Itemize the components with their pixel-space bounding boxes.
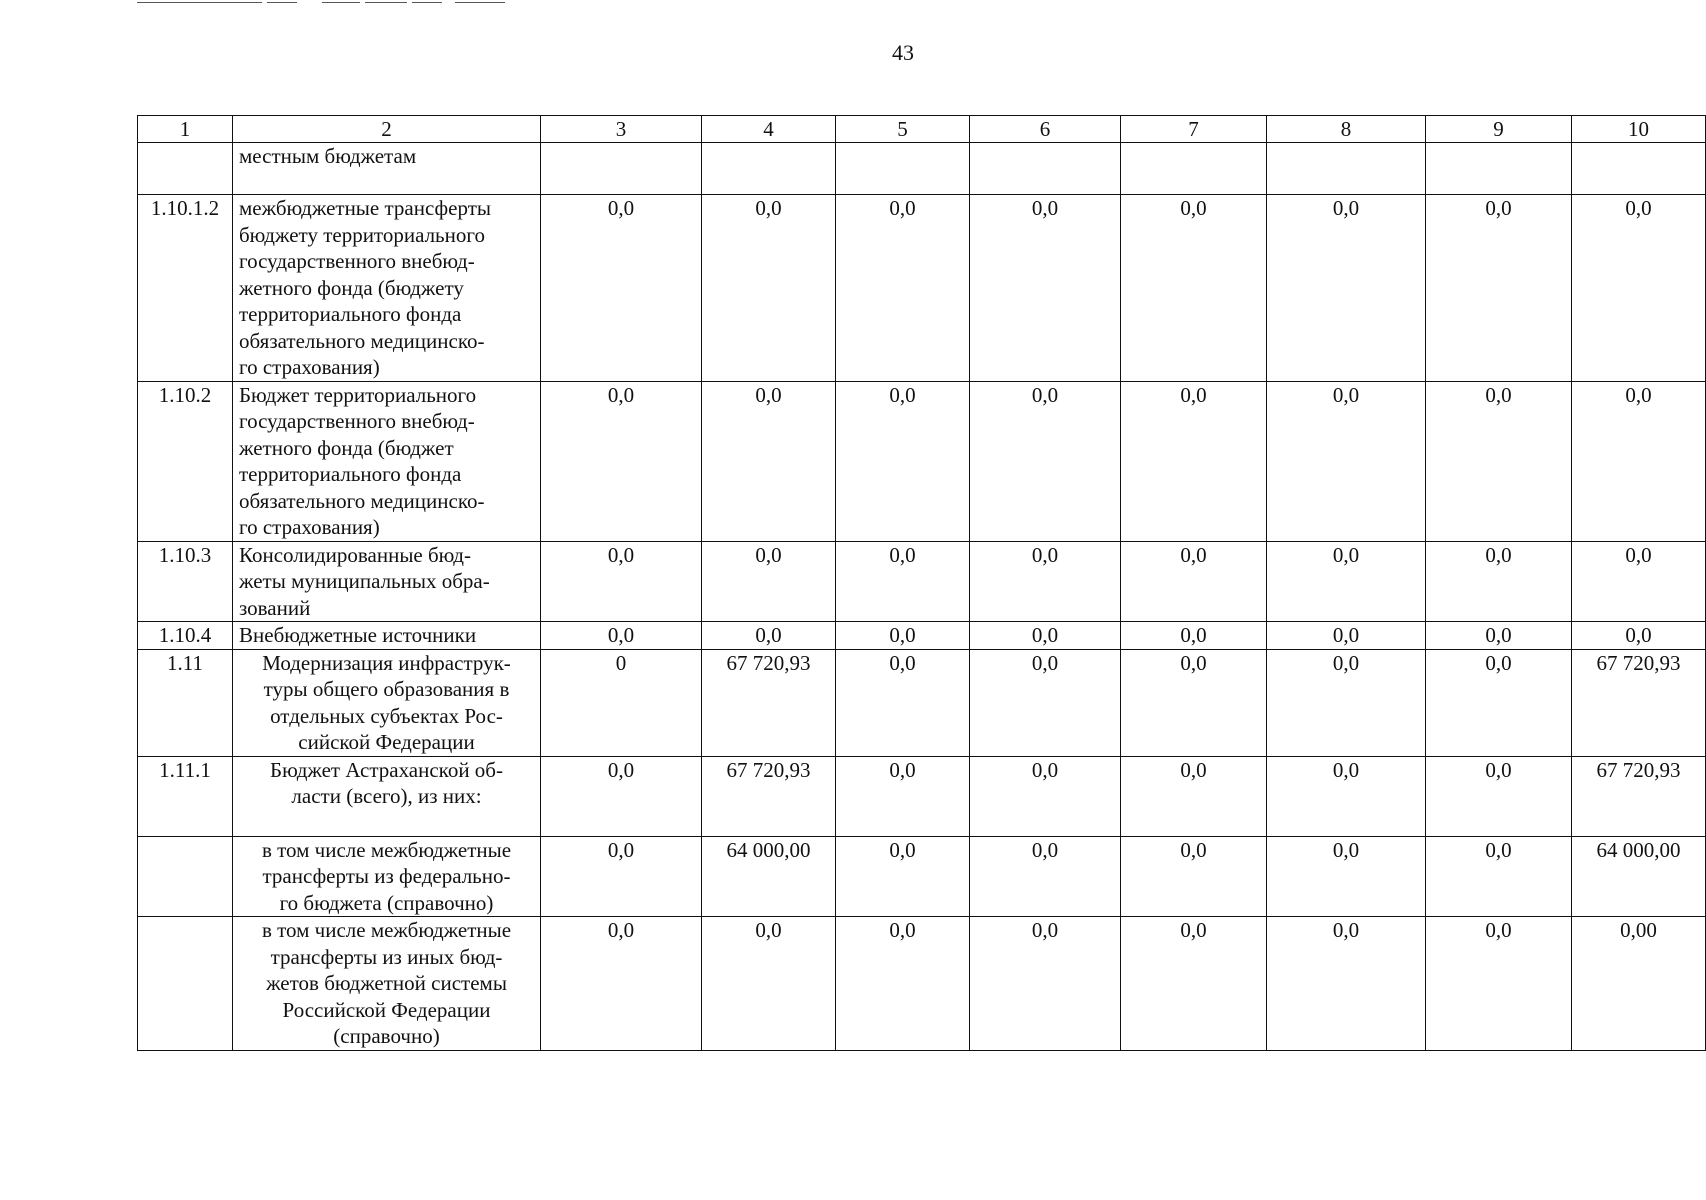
- row-code: 1.10.2: [138, 381, 233, 541]
- row-code: 1.11: [138, 649, 233, 756]
- top-rule: [267, 2, 297, 3]
- row-name-line: жетного фонда (бюджету: [239, 275, 464, 300]
- value-cell: 0,0: [1426, 541, 1572, 622]
- value-cell: 0,0: [836, 836, 970, 917]
- value-cell: 0,0: [1121, 195, 1267, 382]
- value-cell: [702, 143, 836, 195]
- column-header: 6: [970, 116, 1121, 143]
- row-name: [233, 195, 541, 382]
- value-cell: [836, 143, 970, 195]
- table-row: [138, 541, 1706, 622]
- row-name-line: обязательного медицинско-: [239, 328, 485, 353]
- row-name-line: ласти (всего), из них:: [291, 784, 482, 808]
- value-cell: 0,0: [541, 917, 702, 1051]
- value-cell: 0,0: [836, 756, 970, 836]
- value-cell: 0,0: [1426, 195, 1572, 382]
- row-name-line: туры общего образования в: [263, 677, 510, 701]
- top-rule: [137, 2, 262, 3]
- value-cell: 0,0: [836, 195, 970, 382]
- top-rule: [365, 2, 407, 3]
- value-cell: 0,0: [1267, 917, 1426, 1051]
- value-cell: 0,0: [970, 917, 1121, 1051]
- value-cell: 0,0: [541, 836, 702, 917]
- row-name-line: в том числе межбюджетные: [261, 918, 512, 942]
- value-cell: 0: [541, 649, 702, 756]
- value-cell: 0,0: [970, 541, 1121, 622]
- table-row: [138, 143, 1706, 195]
- row-name-line: го страхования): [239, 515, 380, 539]
- value-cell: 0,0: [836, 649, 970, 756]
- value-cell: 0,0: [970, 756, 1121, 836]
- value-cell: 0,0: [1121, 622, 1267, 650]
- row-code: 1.10.1.2: [138, 195, 233, 382]
- value-cell: 0,0: [1572, 622, 1706, 650]
- row-name-line: сийской Федерации: [298, 730, 475, 754]
- row-name-line: в том числе межбюджетные: [261, 837, 512, 862]
- value-cell: 0,0: [1121, 917, 1267, 1051]
- row-name: [233, 622, 541, 650]
- column-header: 1: [138, 116, 233, 143]
- value-cell: 0,0: [1426, 836, 1572, 917]
- top-rule: [412, 2, 442, 3]
- value-cell: 0,0: [1267, 622, 1426, 650]
- value-cell: 0,0: [702, 195, 836, 382]
- row-name: [233, 649, 541, 756]
- value-cell: 0,0: [702, 381, 836, 541]
- value-cell: [1267, 143, 1426, 195]
- table-header-row: [138, 116, 1706, 143]
- value-cell: 0,0: [702, 917, 836, 1051]
- top-rule: [455, 2, 505, 3]
- budget-table: [137, 115, 1706, 1051]
- value-cell: 0,0: [970, 381, 1121, 541]
- value-cell: [541, 143, 702, 195]
- value-cell: 0,0: [1267, 541, 1426, 622]
- row-name: [233, 541, 541, 622]
- row-code: 1.10.3: [138, 541, 233, 622]
- row-name: [233, 381, 541, 541]
- table-row: [138, 649, 1706, 756]
- row-name-line: Внебюджетные источники: [239, 623, 477, 647]
- row-name-line: Российской Федерации: [282, 997, 491, 1022]
- value-cell: 64 000,00: [1572, 836, 1706, 917]
- column-header: 3: [541, 116, 702, 143]
- value-cell: 0,0: [1572, 195, 1706, 382]
- row-code: [138, 917, 233, 1051]
- value-cell: 0,0: [1121, 649, 1267, 756]
- page-number: 43: [892, 40, 914, 65]
- row-name-line: Бюджет территориального: [239, 382, 477, 407]
- row-name-line: государственного внебюд-: [239, 249, 475, 273]
- table-row: [138, 836, 1706, 917]
- row-name: местным бюджетам: [233, 143, 541, 195]
- row-code: [138, 143, 233, 195]
- table-row: [138, 622, 1706, 650]
- row-code: [138, 836, 233, 917]
- value-cell: 0,0: [1426, 622, 1572, 650]
- row-name: [233, 836, 541, 917]
- value-cell: 0,0: [702, 541, 836, 622]
- value-cell: 0,0: [1121, 541, 1267, 622]
- row-name-line: Бюджет Астраханской об-: [270, 757, 503, 782]
- value-cell: 67 720,93: [1572, 649, 1706, 756]
- row-name-line: обязательного медицинско-: [239, 488, 485, 513]
- value-cell: [970, 143, 1121, 195]
- row-name-line: го страхования): [239, 355, 380, 379]
- row-name-line: жетов бюджетной системы: [266, 971, 507, 995]
- row-name: [233, 917, 541, 1051]
- value-cell: 0,0: [1121, 836, 1267, 917]
- value-cell: 0,00: [1572, 917, 1706, 1051]
- value-cell: 0,0: [541, 195, 702, 382]
- row-name-line: го бюджета (справочно): [279, 890, 494, 915]
- value-cell: 0,0: [836, 541, 970, 622]
- value-cell: 0,0: [836, 622, 970, 650]
- value-cell: 0,0: [970, 649, 1121, 756]
- row-name-line: трансферты из федерально-: [262, 864, 511, 888]
- value-cell: 0,0: [541, 622, 702, 650]
- value-cell: 0,0: [1572, 381, 1706, 541]
- row-name: [233, 756, 541, 836]
- table-row: [138, 195, 1706, 382]
- value-cell: 0,0: [1426, 381, 1572, 541]
- value-cell: 0,0: [836, 917, 970, 1051]
- row-name-line: Консолидированные бюд-: [239, 542, 471, 567]
- table-row: [138, 381, 1706, 541]
- value-cell: 0,0: [1572, 541, 1706, 622]
- column-header: 5: [836, 116, 970, 143]
- value-cell: 0,0: [970, 195, 1121, 382]
- column-header: 8: [1267, 116, 1426, 143]
- value-cell: 67 720,93: [702, 649, 836, 756]
- value-cell: 0,0: [1121, 381, 1267, 541]
- value-cell: 0,0: [541, 541, 702, 622]
- row-name-line: жеты муниципальных обра-: [239, 569, 490, 593]
- row-name-line: жетного фонда (бюджет: [239, 435, 454, 460]
- row-name-line: трансферты из иных бюд-: [270, 944, 503, 969]
- value-cell: [1572, 143, 1706, 195]
- value-cell: 0,0: [1426, 917, 1572, 1051]
- value-cell: 67 720,93: [1572, 756, 1706, 836]
- row-name-line: (справочно): [333, 1024, 440, 1048]
- row-name-line: зований: [239, 595, 311, 620]
- value-cell: 0,0: [970, 836, 1121, 917]
- value-cell: 0,0: [970, 622, 1121, 650]
- value-cell: 0,0: [1267, 381, 1426, 541]
- column-header: 9: [1426, 116, 1572, 143]
- value-cell: 67 720,93: [702, 756, 836, 836]
- value-cell: 0,0: [1267, 649, 1426, 756]
- value-cell: [1121, 143, 1267, 195]
- value-cell: 0,0: [1426, 649, 1572, 756]
- value-cell: 0,0: [1267, 756, 1426, 836]
- column-header: 4: [702, 116, 836, 143]
- value-cell: 0,0: [836, 381, 970, 541]
- column-header: 2: [233, 116, 541, 143]
- column-header: 10: [1572, 116, 1706, 143]
- row-name-line: территориального фонда: [239, 302, 462, 326]
- value-cell: 0,0: [541, 756, 702, 836]
- row-name-line: Модернизация инфраструк-: [262, 650, 511, 675]
- column-header: 7: [1121, 116, 1267, 143]
- value-cell: 0,0: [1426, 756, 1572, 836]
- value-cell: 0,0: [1121, 756, 1267, 836]
- row-name-line: государственного внебюд-: [239, 409, 475, 433]
- row-name-line: территориального фонда: [239, 462, 462, 486]
- row-code: 1.10.4: [138, 622, 233, 650]
- row-name-line: отдельных субъектах Рос-: [270, 703, 503, 728]
- row-name-line: межбюджетные трансферты: [239, 196, 491, 220]
- table-row: [138, 917, 1706, 1051]
- top-rule: [322, 2, 360, 3]
- value-cell: 0,0: [541, 381, 702, 541]
- row-name-line: бюджету территориального: [239, 222, 485, 247]
- value-cell: [1426, 143, 1572, 195]
- value-cell: 0,0: [1267, 836, 1426, 917]
- table-row: [138, 756, 1706, 836]
- value-cell: 64 000,00: [702, 836, 836, 917]
- value-cell: 0,0: [702, 622, 836, 650]
- value-cell: 0,0: [1267, 195, 1426, 382]
- row-code: 1.11.1: [138, 756, 233, 836]
